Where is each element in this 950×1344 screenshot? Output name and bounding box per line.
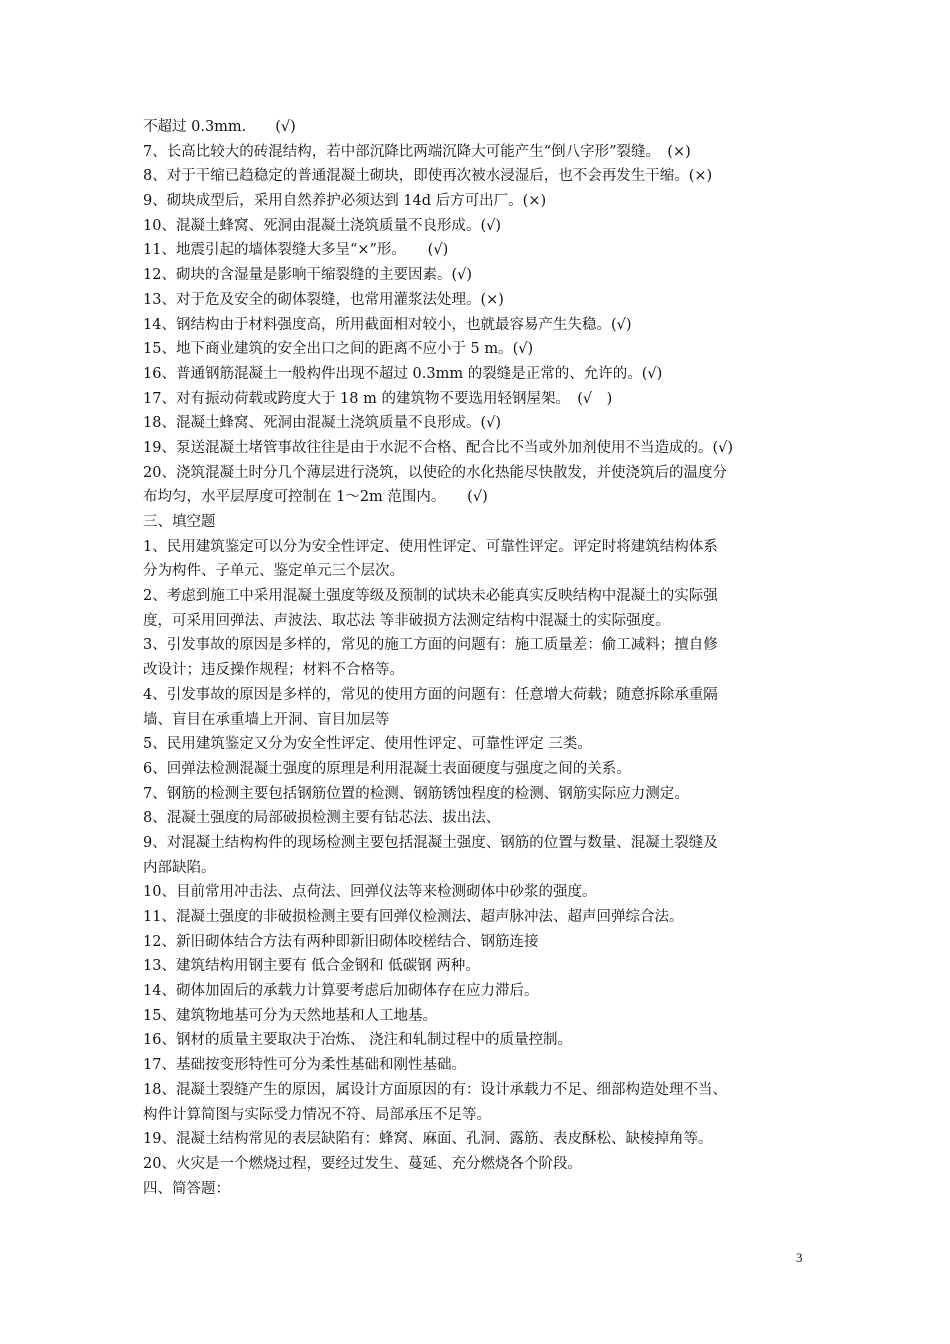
text-line: 13、建筑结构用钢主要有 低合金钢和 低碳钢 两种。 bbox=[143, 958, 480, 975]
text-line: 14、钢结构由于材料强度高，所用截面相对较小，也就最容易产生失稳。(√) bbox=[143, 316, 632, 333]
text-line: 12、新旧砌体结合方法有两种即新旧砌体咬槎结合、钢筋连接 bbox=[143, 933, 539, 950]
text-line: 19、混凝土结构常见的表层缺陷有：蜂窝、麻面、孔洞、露筋、表皮酥松、缺棱掉角等。 bbox=[143, 1131, 713, 1148]
text-line: 度，可采用回弹法、声波法、取芯法 等非破损方法测定结构中混凝土的实际强度。 bbox=[143, 612, 670, 629]
text-line: 4、引发事故的原因是多样的，常见的使用方面的问题有：任意增大荷载；随意拆除承重隔 bbox=[143, 686, 718, 703]
text-line: 20、火灾是一个燃烧过程，要经过发生、蔓延、充分燃烧各个阶段。 bbox=[143, 1155, 582, 1172]
text-line: 13、对于危及安全的砌体裂缝，也常用灌浆法处理。(×) bbox=[143, 291, 504, 308]
text-line: 2、考虑到施工中采用混凝土强度等级及预制的试块未必能真实反映结构中混凝土的实际强 bbox=[143, 588, 718, 605]
text-line: 分为构件、子单元、鉴定单元三个层次。 bbox=[143, 563, 404, 580]
text-line: 19、泵送混凝土堵管事故往往是由于水泥不合格、配合比不当或外加剂使用不当造成的。(√) bbox=[143, 439, 734, 456]
text-line: 8、对于干缩已趋稳定的普通混凝土砌块，即使再次被水浸湿后，也不会再发生干缩。(×) bbox=[143, 168, 713, 185]
text-line: 墙、盲目在承重墙上开洞、盲目加层等 bbox=[143, 711, 390, 728]
text-line: 内部缺陷。 bbox=[143, 859, 216, 876]
text-line: 20、浇筑混凝土时分几个薄层进行浇筑，以使砼的水化热能尽快散发，并使浇筑后的温度分 bbox=[143, 464, 727, 481]
text-line: 18、混凝土裂缝产生的原因，属设计方面原因的有：设计承载力不足、细部构造处理不当、 bbox=[143, 1081, 727, 1098]
text-line: 四、简答题： bbox=[143, 1180, 230, 1197]
text-line: 改设计；违反操作规程；材料不合格等。 bbox=[143, 662, 404, 679]
text-line: 9、对混凝土结构构件的现场检测主要包括混凝土强度、钢筋的位置与数量、混凝土裂缝及 bbox=[143, 834, 718, 851]
text-line: 5、民用建筑鉴定又分为安全性评定、使用性评定、可靠性评定 三类。 bbox=[143, 736, 592, 753]
document-body bbox=[143, 115, 810, 1201]
text-line: 16、普通钢筋混凝土一般构件出现不超过 0.3mm 的裂缝是正常的、允许的。(√) bbox=[143, 365, 663, 382]
text-line: 11、混凝土强度的非破损检测主要有回弹仪检测法、超声脉冲法、超声回弹综合法。 bbox=[143, 909, 684, 925]
text-line: 7、长高比较大的砖混结构，若中部沉降比两端沉降大可能产生“倒八字形”裂缝。 (×) bbox=[143, 143, 691, 160]
page-number: 3 bbox=[796, 1250, 803, 1265]
text-line: 3、引发事故的原因是多样的，常见的施工方面的问题有：施工质量差：偷工减料；擅自修 bbox=[143, 637, 718, 654]
text-line: 构件计算简图与实际受力情况不符、局部承压不足等。 bbox=[143, 1106, 491, 1123]
text-line: 10、目前常用冲击法、点荷法、回弹仪法等来检测砌体中砂浆的强度。 bbox=[143, 884, 597, 901]
text-line: 17、对有振动荷载或跨度大于 18 m 的建筑物不要选用轻钢屋架。 (√ ) bbox=[143, 390, 613, 407]
text-line: 16、钢材的质量主要取决于冶炼、 浇注和轧制过程中的质量控制。 bbox=[143, 1032, 573, 1049]
text-line: 10、混凝土蜂窝、死洞由混凝土浇筑质量不良形成。(√) bbox=[143, 217, 502, 234]
text-line: 8、混凝土强度的局部破损检测主要有钻芯法、拔出法、 bbox=[143, 810, 501, 827]
text-line: 11、地震引起的墙体裂缝大多呈“×”形。 (√) bbox=[143, 242, 449, 259]
text-line: 1、民用建筑鉴定可以分为安全性评定、使用性评定、可靠性评定。评定时将建筑结构体系 bbox=[143, 538, 718, 555]
text-line: 14、砌体加固后的承载力计算要考虑后加砌体存在应力滞后。 bbox=[143, 983, 539, 1000]
text-line: 三、填空题 bbox=[143, 514, 216, 530]
text-line: 不超过 0.3mm. (√) bbox=[143, 119, 296, 135]
text-line: 15、地下商业建筑的安全出口之间的距离不应小于 5 m。(√) bbox=[143, 341, 534, 358]
text-line: 17、基础按变形特性可分为柔性基础和刚性基础。 bbox=[143, 1057, 466, 1074]
text-line: 7、钢筋的检测主要包括钢筋位置的检测、钢筋锈蚀程度的检测、钢筋实际应力测定。 bbox=[143, 785, 689, 802]
text-line: 12、砌块的含湿量是影响干缩裂缝的主要因素。(√) bbox=[143, 267, 473, 284]
text-line: 9、砌块成型后，采用自然养护必须达到 14d 后方可出厂。(×) bbox=[143, 193, 547, 210]
text-line: 15、建筑物地基可分为天然地基和人工地基。 bbox=[143, 1007, 437, 1024]
text-line: 6、回弹法检测混凝土强度的原理是利用混凝土表面硬度与强度之间的关系。 bbox=[143, 760, 631, 777]
text-line: 布均匀，水平层厚度可控制在 1～2m 范围内。 (√) bbox=[143, 489, 488, 506]
text-line: 18、混凝土蜂窝、死洞由混凝土浇筑质量不良形成。(√) bbox=[143, 415, 502, 432]
